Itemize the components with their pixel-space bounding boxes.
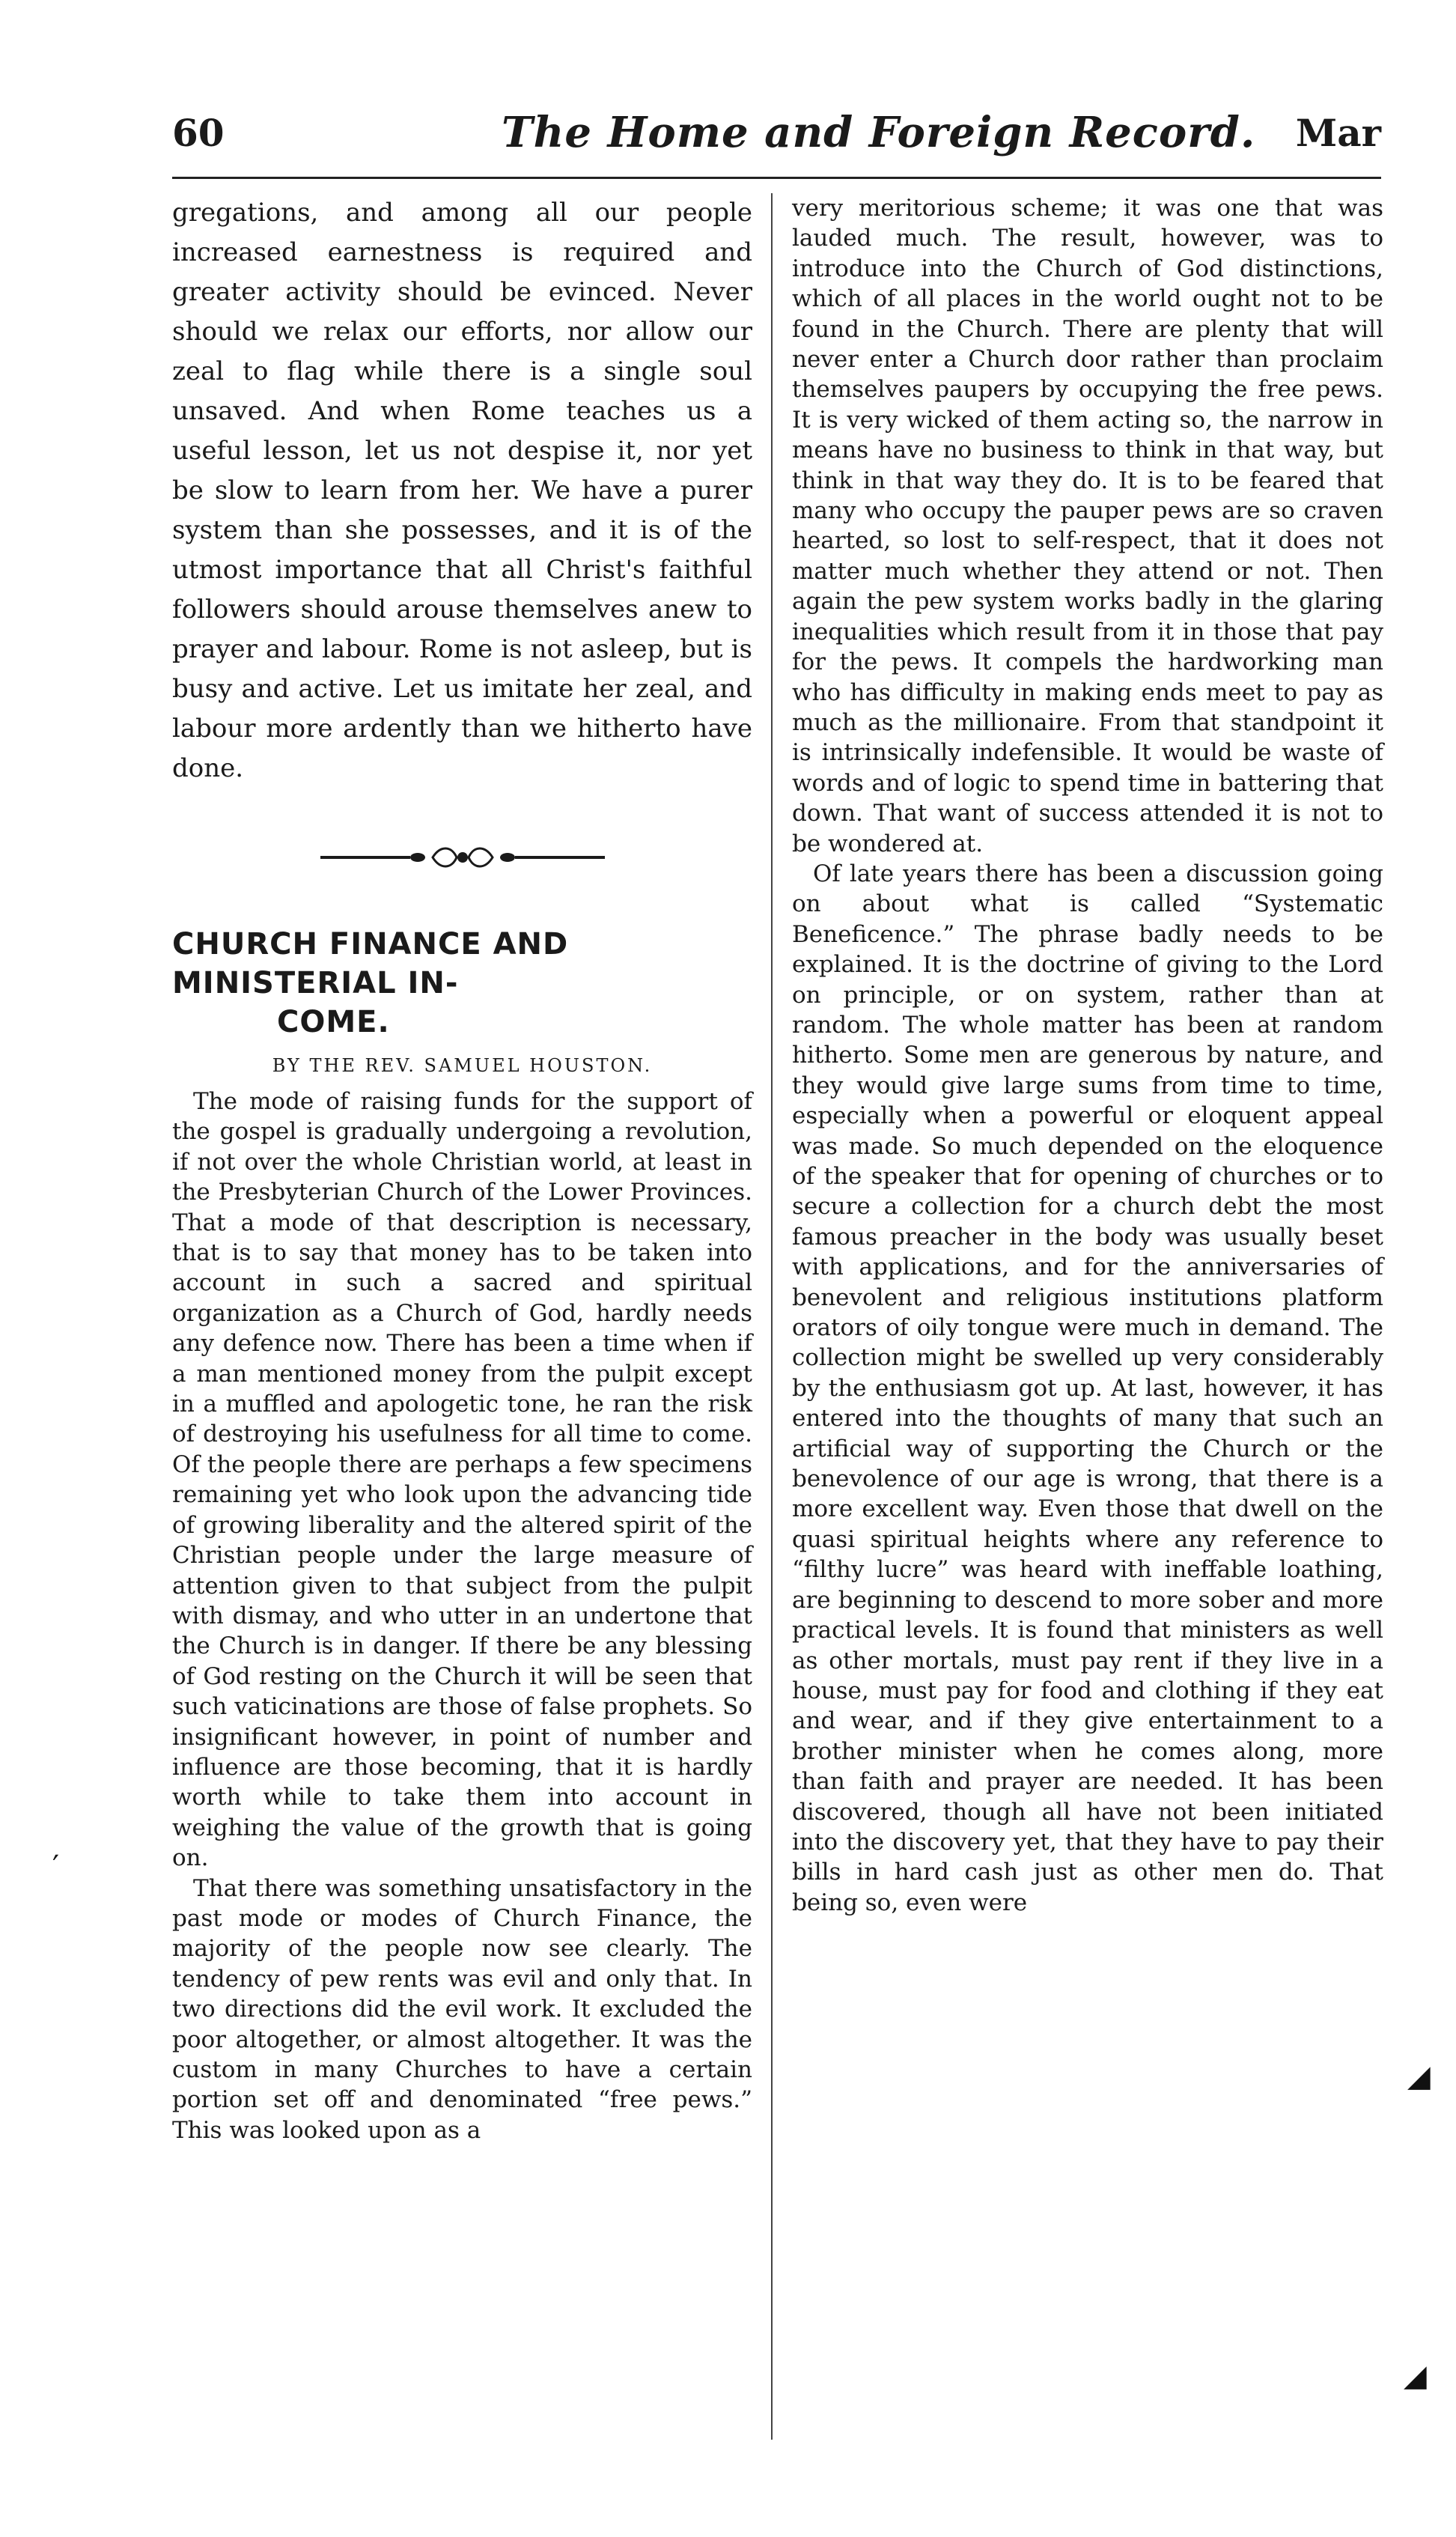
- byline: BY THE REV. SAMUEL HOUSTON.: [272, 1055, 653, 1076]
- page-header: [172, 108, 1381, 171]
- running-month: Mar: [1295, 111, 1381, 155]
- column-divider: [771, 193, 773, 2440]
- article-paragraph: Of late years there has been a discussion going on about what is called “Systematic Beneficence.” The phrase badly needs to be explained. It is the doctrine of giving to the Lord on principle, or on system, rather than at random. The whole matter has been at random hitherto. Some men are generous by nature, and they would give large sums from time to time, especially when a powerful or eloquent appeal was made. So much depended on the eloquence of the speaker that for opening of churches or to secure a collection for a church debt the most famous preacher in the body was usually beset with applications, and for the anniversaries of benevolent and religious institutions platform orators of oily tongue were much in demand. The collection might be swelled up very considerably by the enthusiasm got up. At last, however, it has entered into the thoughts of many that such an artificial way of supporting the Church or the benevolence of our age is wrong, that there is a more excellent way. Even those that dwell on the quasi spiritual heights where any reference to “filthy lucre” was heard with ineffable loathing, are beginning to descend to more sober and more practical levels. It is found that ministers as well as other mortals, must pay rent if they live in a house, must pay for food and clothing if they eat and wear, and if they give entertainment to a brother minister when he comes along, more than faith and prayer are needed. It has been discovered, though all have not been initiated into the discovery yet, that they have to pay their bills in hard cash just as other men do. That being so, even were: [792, 860, 1383, 1916]
- header-rule: [172, 177, 1381, 179]
- left-column: [172, 193, 752, 2145]
- ornamental-divider: [320, 841, 605, 874]
- margin-arrow-icon: ◢: [1404, 2359, 1427, 2393]
- article-heading-line2: COME.: [277, 1005, 390, 1039]
- continued-paragraph: gregations, and among all our people increased earnestness is required and greater activity should be evinced. Never should we relax our efforts, nor allow our zeal to flag while there is a single soul unsaved. And when Rome teaches us a useful lesson, let us not despise it, nor yet be slow to learn from her. We have a purer system than she possesses, and it is of the utmost importance that all Christ's faithful followers should arouse themselves anew to prayer and labour. Rome is not asleep, but is busy and active. Let us imitate her zeal, and labour more ardently than we hitherto have done.: [172, 198, 752, 783]
- margin-arrow-icon: ◢: [1407, 2059, 1431, 2094]
- margin-mark: ′: [52, 1850, 60, 1884]
- right-column: [792, 193, 1383, 1918]
- page-number: 60: [172, 111, 225, 155]
- article-paragraph: The mode of raising funds for the support of the gospel is gradually undergoing a revolution, if not over the whole Christian world, at least in the Presbyterian Church of the Lower Provinces. That a mode of that description is necessary, that is to say that money has to be taken into account in such a sacred and spiritual organization as a Church of God, hardly needs any defence now. There has been a time when if a man mentioned money from the pulpit except in a muffled and apologetic tone, he ran the risk of destroying his usefulness for all time to come. Of the people there are perhaps a few specimens remaining yet who look upon the advancing tide of growing liberality and the altered spirit of the Christian people under the large measure of attention given to that subject from the pulpit with dismay, and who utter in an undertone that the Church is in danger. If there be any blessing of God resting on the Church it will be seen that such vaticinations are those of false prophets. So insignificant however, in point of number and influence are those becoming, that it is hardly worth while to take them into account in weighing the value of the growth that is going on.: [172, 1088, 752, 1872]
- article-paragraph: That there was something unsatisfactory in the past mode or modes of Church Finance, the majority of the people now see clearly. The tendency of pew rents was evil and only that. In two directions did the evil work. It excluded the poor altogether, or almost altogether. It was the custom in many Churches to have a certain portion set off and denominated “free pews.” This was looked upon as a: [172, 1874, 752, 2144]
- article-heading: [172, 925, 752, 1042]
- continued-paragraph: very meritorious scheme; it was one that was lauded much. The result, however, was to introduce into the Church of God distinctions, which of all places in the world ought not to be found in the Church. There are plenty that will never enter a Church door rather than proclaim themselves paupers by occupying the free pews. It is very wicked of them acting so, the narrow in means have no business to think in that way, but think in that way they do. It is to be feared that many who occupy the pauper pews are so craven hearted, so lost to self-respect, that it does not matter much whether they attend or not. Then again the pew system works badly in the glaring inequalities which result from it in those that pay for the pews. It compels the hardworking man who has difficulty in making ends meet to pay as much as the millionaire. From that standpoint it is intrinsically indefensible. It would be waste of words and of logic to spend time in battering that down. That want of success attended it is not to be wondered at.: [792, 195, 1383, 857]
- article-heading-line1: CHURCH FINANCE AND MINISTERIAL IN-: [172, 927, 569, 1000]
- running-title: The Home and Foreign Record.: [502, 108, 1256, 157]
